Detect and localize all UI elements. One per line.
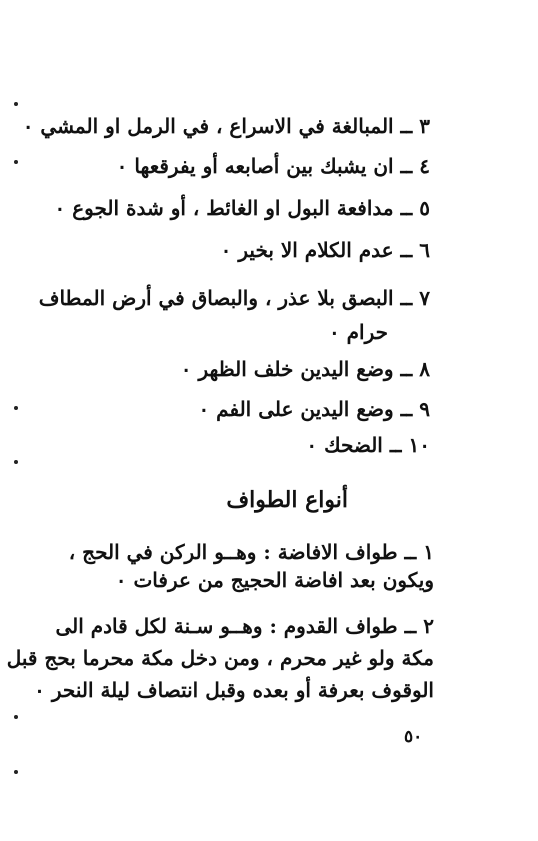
list-item: ٤ ــ ان يشبك بين أصابعه أو يفرقعها ٠ — [116, 154, 430, 178]
list-item: ٨ ــ وضع اليدين خلف الظهر ٠ — [180, 357, 430, 381]
section-heading: أنواع الطواف — [226, 487, 348, 513]
paragraph-line: ٢ ــ طواف القدوم : وهــو سـنة لكل قادم الى — [55, 614, 434, 638]
list-item-continuation: حرام ٠ — [328, 320, 388, 344]
margin-mark — [14, 715, 18, 719]
list-item: ٧ ــ البصق بلا عذر ، والبصاق في أرض المطاف — [38, 286, 430, 310]
list-item: ٥ ــ مدافعة البول او الغائط ، أو شدة الجوع ٠ — [54, 196, 430, 220]
margin-mark — [14, 460, 18, 464]
margin-mark — [14, 160, 18, 164]
paragraph-line: مكة ولو غير محرم ، ومن دخل مكة محرما بحج قبل — [6, 646, 434, 670]
margin-mark — [14, 406, 18, 410]
paragraph-line: الوقوف بعرفة أو بعده وقبل انتصاف ليلة النحر ٠ — [34, 678, 434, 702]
page-number: ٥٠ — [404, 727, 423, 747]
list-item: ١٠ ــ الضحك ٠ — [306, 433, 430, 457]
list-item: ٦ ــ عدم الكلام الا بخير ٠ — [220, 238, 430, 262]
margin-mark — [14, 102, 18, 106]
margin-mark — [14, 770, 18, 774]
list-item: ٩ ــ وضع اليدين على الفم ٠ — [198, 397, 430, 421]
paragraph-line: ١ ــ طواف الافاضة : وهــو الركن في الحج ، — [68, 540, 434, 564]
paragraph-line: ويكون بعد افاضة الحجيج من عرفات ٠ — [115, 568, 434, 592]
list-item: ٣ ــ المبالغة في الاسراع ، في الرمل او المشي ٠ — [22, 114, 430, 138]
